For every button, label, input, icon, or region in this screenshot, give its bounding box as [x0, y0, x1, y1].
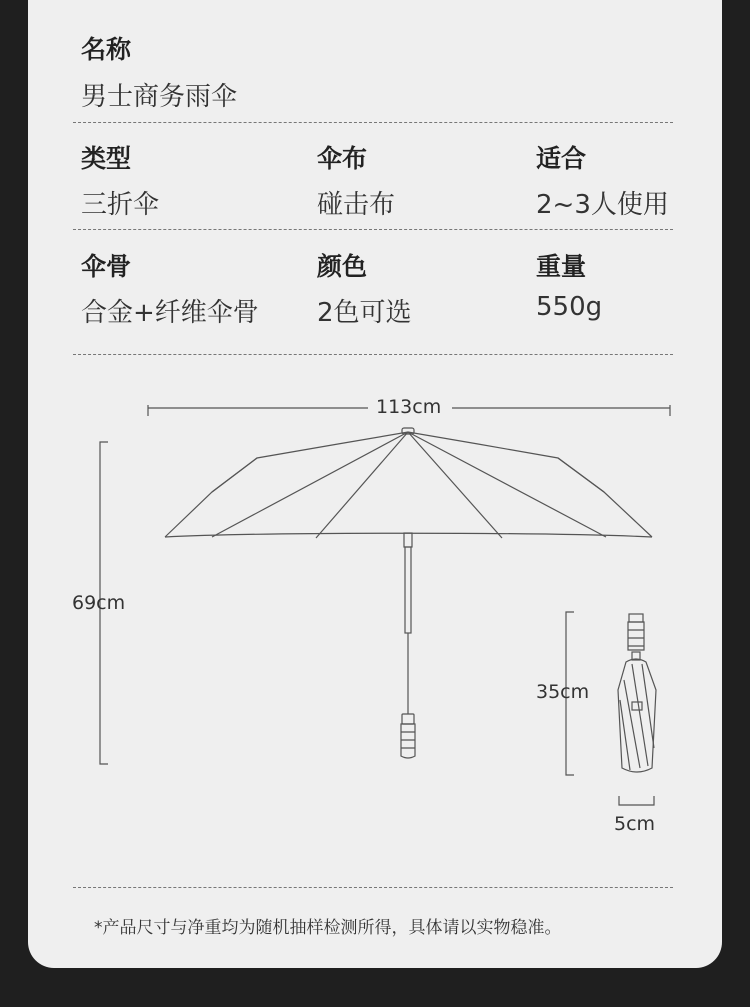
fabric-label: 伞布: [317, 144, 368, 173]
open-width-label: 113cm: [376, 396, 442, 418]
folded-umbrella-icon: [618, 614, 656, 772]
divider-4: [73, 887, 673, 888]
folded-width-dimension-line: [619, 796, 654, 805]
capacity-value: 2~3人使用: [536, 190, 669, 220]
color-value: 2色可选: [317, 298, 412, 328]
folded-length-label: 35cm: [536, 681, 590, 703]
weight-label: 重量: [536, 252, 587, 281]
folded-width-label: 5cm: [614, 813, 656, 835]
color-label: 颜色: [317, 252, 368, 281]
frame-label: 伞骨: [81, 252, 132, 281]
fabric-value: 碰击布: [317, 190, 396, 220]
open-height-label: 69cm: [72, 592, 126, 614]
open-umbrella-icon: [165, 428, 652, 758]
name-value: 男士商务雨伞: [81, 82, 238, 112]
footnote: *产品尺寸与净重均为随机抽样检测所得，具体请以实物稳准。: [94, 918, 562, 938]
weight-value: 550g: [536, 292, 603, 322]
name-label: 名称: [81, 35, 132, 64]
capacity-label: 适合: [536, 144, 587, 173]
frame-value: 合金+纤维伞骨: [81, 298, 259, 328]
type-value: 三折伞: [81, 190, 160, 220]
type-label: 类型: [81, 144, 132, 173]
